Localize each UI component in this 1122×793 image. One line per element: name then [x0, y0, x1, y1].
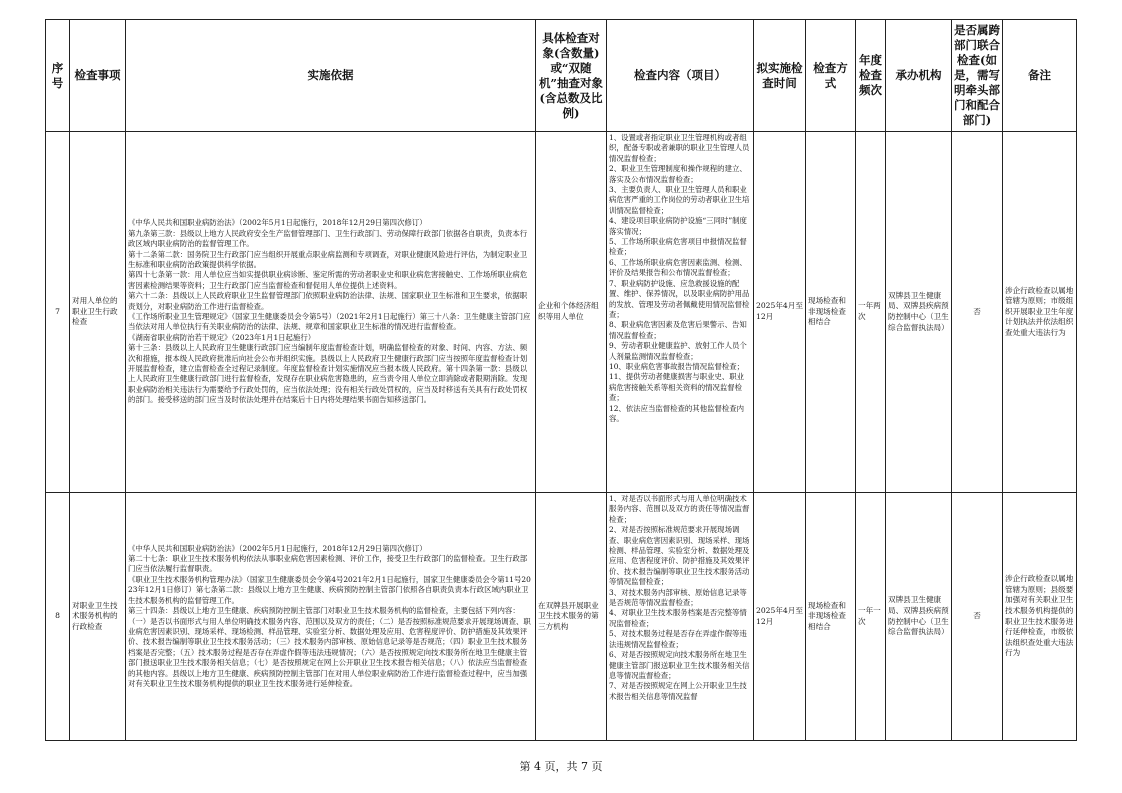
row-basis: 《中华人民共和国职业病防治法》（2002年5月1日起施行，2018年12月29日第四次修订） 第九条第三款：县级以上地方人民政府安全生产监督管理部门、卫生行政部门、劳动保障行政部门依据各自职责，负责本行政区域内职业病防治的监督管理工作。 第十二条第二款：国务院卫生行政部门应当组织开展重点职业病监测和专项调查，对职业健康风险进行评估，为制定职业卫生标准和职业病防治政策提供科学依据。 第四十七条第一款：用人单位应当如实提供职业病诊断、鉴定所需的劳动者职业史和职业病危害接触史、工作场所职业病危害因素检测结果等资料；卫生行政部门应当监督检查和督促用人单位提供上述资料。 第六十二条：县级以上人民政府职业卫生监督管理部门依照职业病防治法律、法规、国家职业卫生标准和卫生要求，依据职责划分，对职业病防治工作进行监督检查。 《工作场所职业卫生管理规定》（国家卫生健康委员会令第5号）（2021年2月1日起施行）第三十八条：卫生健康主管部门应当依法对用人单位执行有关职业病防治的法律、法规、规章和国家职业卫生标准的情况进行监督检查。 《湖南省职业病防治若干规定》（2023年1月1日起施行） 第十三条：县级以上人民政府卫生健康行政部门应当编制年度监督检查计划，明确监督检查的对象、时间、内容、方法、频次和措施，报本级人民政府批准后向社会公布并组织实施。县级以上人民政府卫生健康行政部门应当按照年度监督检查计划开展监督检查，建立监督检查全过程记录制度。年度监督检查计划实施情况应当报本级人民政府。第十四条第一款：县级以上人民政府卫生健康行政部门进行监督检查，发现存在职业病危害隐患的，应当责令用人单位立即消除或者限期消除。发现职业病防治相关违法行为需要给予行政处罚的，应当依法处理；没有相关行政处罚权的，应当及时移送有关具有行政处罚权的部门。接受移送的部门应当及时依法处理并在结案后十日内将处理结果书面告知移送部门。	[126, 132, 536, 493]
row-item: 对用人单位的职业卫生行政检查	[70, 132, 126, 493]
row-seq: 7	[46, 132, 70, 493]
header-joint: 是否属跨部门联合检查(如是，需写明牵头部门和配合部门)	[952, 20, 1003, 132]
row-method: 现场检查和非现场检查相结合	[806, 132, 856, 493]
row-basis: 《中华人民共和国职业病防治法》（2002年5月1日起施行，2018年12月29日第四次修订） 第二十七条：职业卫生技术服务机构依法从事职业病危害因素检测、评价工作，接受卫生行政部门的监督检查。卫生行政部门应当依法履行监督职责。 《职业卫生技术服务机构管理办法》（国家卫生健康委员会令第4号2021年2月1日起施行，国家卫生健康委员会令第11号2023年12月1日修订）第七条第二款：县级以上地方卫生健康、疾病预防控制主管部门依照各自职责负责本行政区域内职业卫生技术服务机构的监督管理工作。 第三十四条：县级以上地方卫生健康、疾病预防控制主管部门对职业卫生技术服务机构的监督检查，主要包括下列内容：（一）是否以书面形式与用人单位明确技术服务内容、范围以及双方的责任；（二）是否按照标准规范要求开展现场调查、职业病危害因素识别、现场采样、现场检测、样品管理、实验室分析、数据处理及应用、危害程度评价、防护措施及其效果评价、技术报告编制等职业卫生技术服务活动；（三）技术服务内部审核、原始信息记录等是否规范；（四）职业卫生技术服务档案是否完整；（五）技术服务过程是否存在弄虚作假等违法违规情况；（六）是否按照规定向技术服务所在地卫生健康主管部门报送职业卫生技术服务相关信息；（七）是否按照规定在网上公开职业卫生技术报告相关信息；（八）依法应当监督检查的其他内容。县级以上地方卫生健康、疾病预防控制主管部门在对用人单位职业病防治工作进行监督检查过程中，应当加强对有关职业卫生技术服务机构提供的职业卫生技术服务进行延伸检查。	[126, 493, 536, 741]
page-footer: 第 4 页，共 7 页	[519, 760, 603, 773]
row-content: 1、设置或者指定职业卫生管理机构或者组织，配备专职或者兼职的职业卫生管理人员情况监督检查； 2、职业卫生管理制度和操作规程的建立、落实及公布情况监督检查； 3、主要负责人、职业卫生管理人员和职业病危害严重的工作岗位的劳动者职业卫生培训情况监督检查； 4、建设项目职业病防护设施“三同时”制度落实情况； 5、工作场所职业病危害项目申报情况监督检查； 6、工作场所职业病危害因素监测、检测、评价及结果报告和公布情况监督检查； 7、职业病防护设施、应急救援设施的配置、维护、保养情况，以及职业病防护用品的发放、管理及劳动者佩戴使用情况监督检查； 8、职业病危害因素及危害后果警示、告知情况监督检查； 9、劳动者职业健康监护、放射工作人员个人剂量监测情况监督检查； 10、职业病危害事故报告情况监督检查； 11、提供劳动者健康损害与职业史、职业病危害接触关系等相关资料的情况监督检查； 12、依法应当监督检查的其他监督检查内容。	[607, 132, 754, 493]
header-note: 备注	[1003, 20, 1077, 132]
header-row	[46, 20, 1077, 132]
row-seq: 8	[46, 493, 70, 741]
header-seq: 序号	[46, 20, 70, 132]
row-freq: 一年一次	[856, 493, 886, 741]
row-target: 企业和个体经济组织等用人单位	[536, 132, 607, 493]
row-joint: 否	[952, 132, 1003, 493]
row-freq: 一年两次	[856, 132, 886, 493]
row-agency: 双牌县卫生健康局、双牌县疾病预防控制中心（卫生综合监督执法局）	[886, 132, 952, 493]
header-content: 检查内容（项目）	[607, 20, 754, 132]
row-note: 涉企行政检查以属地管辖为原则；县级要加强对有关职业卫生技术服务机构提供的职业卫生技术服务进行延伸检查，市级依法组织查处重大违法行为	[1003, 493, 1077, 741]
header-target: 具体检查对象(含数量)或“双随机”抽查对象(含总数及比例)	[536, 20, 607, 132]
row-time: 2025年4月至12月	[754, 493, 806, 741]
header-item: 检查事项	[70, 20, 126, 132]
table-row	[46, 132, 1077, 493]
table-row	[46, 493, 1077, 741]
inspection-plan-table	[45, 19, 1077, 741]
header-basis: 实施依据	[126, 20, 536, 132]
row-note: 涉企行政检查以属地管辖为原则；市级组织开展职业卫生年度计划执法并依法组织查处重大违法行为	[1003, 132, 1077, 493]
header-freq: 年度检查频次	[856, 20, 886, 132]
row-item: 对职业卫生技术服务机构的行政检查	[70, 493, 126, 741]
row-content: 1、对是否以书面形式与用人单位明确技术服务内容、范围以及双方的责任等情况监督检查； 2、对是否按照标准规范要求开展现场调查、职业病危害因素识别、现场采样、现场检测、样品管理、实验室分析、数据处理及应用、危害程度评价、防护措施及其效果评价、技术报告编制等职业卫生技术服务活动等情况监督检查； 3、对技术服务内部审核、原始信息记录等是否规范等情况监督检查； 4、对职业卫生技术服务档案是否完整等情况监督检查； 5、对技术服务过程是否存在弄虚作假等违法违规情况监督检查； 6、对是否按照规定向技术服务所在地卫生健康主管部门报送职业卫生技术服务相关信息等情况监督检查； 7、对是否按照规定在网上公开职业卫生技术报告相关信息等情况监督	[607, 493, 754, 741]
row-joint: 否	[952, 493, 1003, 741]
header-method: 检查方式	[806, 20, 856, 132]
header-agency: 承办机构	[886, 20, 952, 132]
row-time: 2025年4月至12月	[754, 132, 806, 493]
row-target: 在双牌县开展职业卫生技术服务的第三方机构	[536, 493, 607, 741]
row-method: 现场检查和非现场检查相结合	[806, 493, 856, 741]
row-agency: 双牌县卫生健康局、双牌县疾病预防控制中心（卫生综合监督执法局）	[886, 493, 952, 741]
header-time: 拟实施检查时间	[754, 20, 806, 132]
